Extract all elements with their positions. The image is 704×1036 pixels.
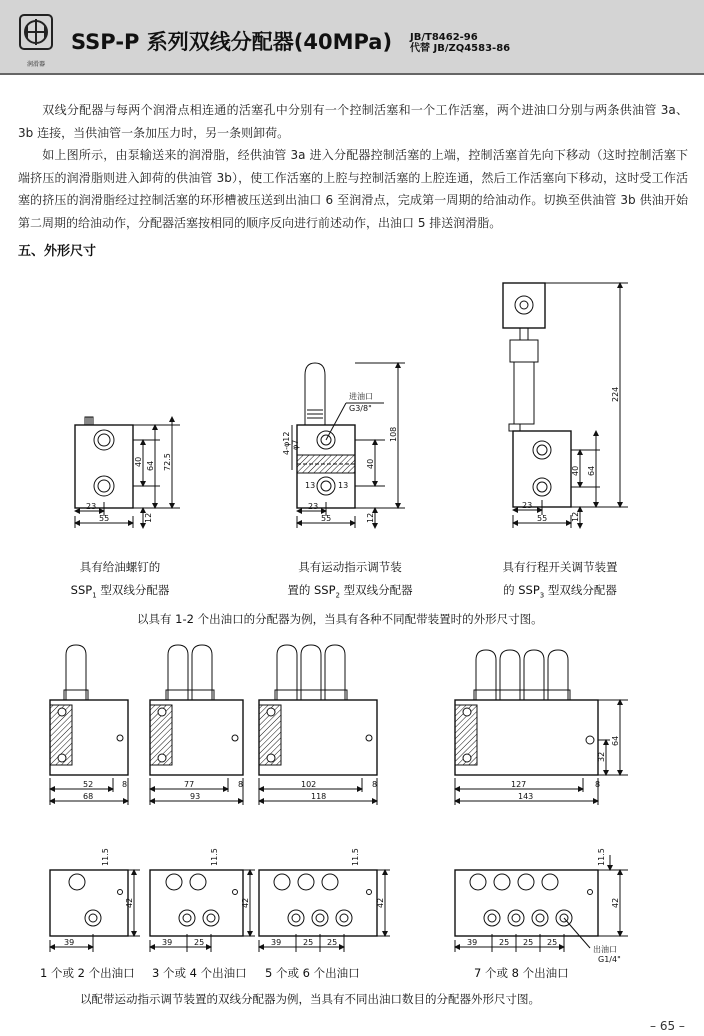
ssp3-dim-64: 64 [587,465,596,476]
front-view-2-outlets [50,645,128,775]
fv1-dim-inner: 52 [83,780,94,789]
ssp3-model: 的 SSP [503,583,540,597]
top-view-4-outlets [150,870,243,936]
ssp2-model: 置的 SSP [287,583,336,597]
ssp1-caption-line2 [60,579,180,607]
ssp2-dim-55: 55 [321,514,332,523]
ssp1-caption-line1: 具有给油螺钉的 [79,560,161,574]
note-bottom: 以配带运动指示调节装置的双线分配器为例，当具有不同出油口数目的分配器外形尺寸图。 [80,992,540,1006]
outlet-caption-4: 7 个或 8 个出油口 [474,966,569,980]
fv1-dim-outer: 68 [83,792,94,801]
top-view-6-outlets [259,870,377,936]
fv4-dim-side: 8 [595,780,601,789]
ssp2-dim-40: 40 [366,458,375,469]
ssp1-dim-55: 55 [99,514,110,523]
tv2-dim-11-5: 11.5 [210,848,219,866]
ssp1-dim-72-5: 72.5 [163,453,172,471]
tv3-dim-25a: 25 [303,938,314,947]
section-title: 五、外形尺寸 [18,244,97,259]
ssp1-type: 型双线分配器 [96,583,170,597]
tv2-dim-42: 42 [241,897,250,908]
ssp1-caption [60,556,180,607]
standard-code: JB/T8462-96 [410,32,478,43]
fv2-dim-outer: 93 [190,792,201,801]
ssp2-inlet-label: 进油口 [349,392,373,401]
ssp3-type: 型双线分配器 [544,583,617,597]
outlet-caption-2: 3 个或 4 个出油口 [152,966,247,980]
tv4-dim-39: 39 [467,938,478,947]
fv4-dim-32: 32 [597,751,606,762]
fv4-dim-inner: 127 [511,780,527,789]
tv4-dim-25b: 25 [523,938,534,947]
ssp2-dim-12: 12 [366,512,375,523]
tv1-dim-39: 39 [64,938,75,947]
fv4-dim-64: 64 [611,735,620,746]
ssp3-dim-12: 12 [571,511,580,522]
tv3-dim-25b: 25 [327,938,338,947]
ssp3-dim-55: 55 [537,514,548,523]
tv3-dim-42: 42 [376,897,385,908]
ssp1-model: SSP [70,583,93,597]
page-title: SSP-P 系列双线分配器(40MPa) [71,30,393,54]
logo-text: 润滑器 [26,61,45,68]
ssp2-dim-4-phi12: 4-φ12 [282,431,291,455]
ssp2-dim-23: 23 [308,502,319,511]
note-top: 以具有 1-2 个出油口的分配器为例，当具有各种不同配带装置时的外形尺寸图。 [137,612,543,626]
outlet-label: 出油口 [593,945,617,954]
intro-text-1: 双线分配器与每两个润滑点相连通的活塞孔中分别有一个控制活塞和一个工作活塞，两个进油口分别与两条供油管 3a、3b 连接，当供油管一条加压力时，另一条则卸荷。 [18,103,688,140]
ssp3-caption [490,556,630,607]
front-view-6-outlets [259,645,377,775]
tv3-dim-39: 39 [271,938,282,947]
tv4-dim-11-5: 11.5 [597,848,606,866]
ssp3-drawing [503,283,628,528]
ssp2-dim-13b: 13 [338,481,349,490]
ssp3-caption-line1: 具有行程开关调节装置 [502,560,618,574]
fv2-dim-side: 8 [238,780,244,789]
ssp2-caption-line1: 具有运动指示调节装 [298,560,402,574]
fv3-dim-inner: 102 [301,780,317,789]
ssp3-model-sub: 3 [539,591,545,600]
page-number: – 65 – [650,1019,685,1033]
ssp1-drawing [75,417,180,528]
ssp1-dim-12: 12 [144,512,153,523]
tv1-dim-11-5: 11.5 [101,848,110,866]
tv2-dim-39: 39 [162,938,173,947]
top-view-2-outlets [50,870,128,936]
fv2-dim-inner: 77 [184,780,195,789]
ssp1-dim-40: 40 [134,456,143,467]
tv4-dim-25a: 25 [499,938,510,947]
fv1-dim-side: 8 [122,780,128,789]
ssp2-dim-108: 108 [389,426,398,442]
ssp1-model-sub: 1 [92,591,97,600]
superseded-code: 代替 JB/ZQ4583-86 [410,43,511,54]
ssp3-dim-224: 224 [611,386,620,402]
ssp2-inlet-thread: G3/8" [349,404,372,413]
ssp3-caption-line2 [490,579,630,607]
tv2-dim-25: 25 [194,938,205,947]
tv4-dim-42: 42 [611,897,620,908]
outlet-caption-1: 1 个或 2 个出油口 [40,966,135,980]
fv3-dim-outer: 118 [311,792,327,801]
ssp2-type: 型双线分配器 [340,583,413,597]
ssp2-caption [275,556,425,607]
ssp2-dim-13a: 13 [305,481,316,490]
tv4-dim-25c: 25 [547,938,558,947]
top-view-8-outlets [455,855,628,952]
ssp2-dim-phi7: φ7 [291,439,300,450]
outlet-thread: G1/4" [598,955,621,964]
top-view-dimensions [50,870,390,952]
fv4-dim-outer: 143 [518,792,534,801]
front-view-4-outlets [150,645,243,775]
ssp3-dim-23: 23 [522,501,533,510]
fv3-dim-side: 8 [372,780,378,789]
ssp3-dim-40: 40 [571,465,580,476]
tv1-dim-42: 42 [125,897,134,908]
intro-text-2: 如上图所示，由泵输送来的润滑脂，经供油管 3a 进入分配器控制活塞的上端，控制活塞首先向下移动（这时控制活塞下端挤压的润滑脂则进入卸荷的供油管 3b），使工作活塞的上腔与控制活塞的上腔连通，然后工作活塞向下移动，这时受工作活塞的挤压的润滑脂经过控制活塞的环形槽被压送到出油口 6 至润滑点，完成第一周期的给油动作。切换至供油管 3b 供油开始第二周期的给油动作，分配器活塞按相同的顺序反向进行前述动作，出油口 5 排送润滑脂。 [18,148,688,230]
ssp1-dim-23: 23 [86,502,97,511]
ssp2-caption-line2 [275,579,425,607]
ssp1-dim-64: 64 [146,460,155,471]
tv3-dim-11-5: 11.5 [351,848,360,866]
ssp2-model-sub: 2 [335,591,340,600]
outlet-caption-3: 5 个或 6 个出油口 [265,966,360,980]
